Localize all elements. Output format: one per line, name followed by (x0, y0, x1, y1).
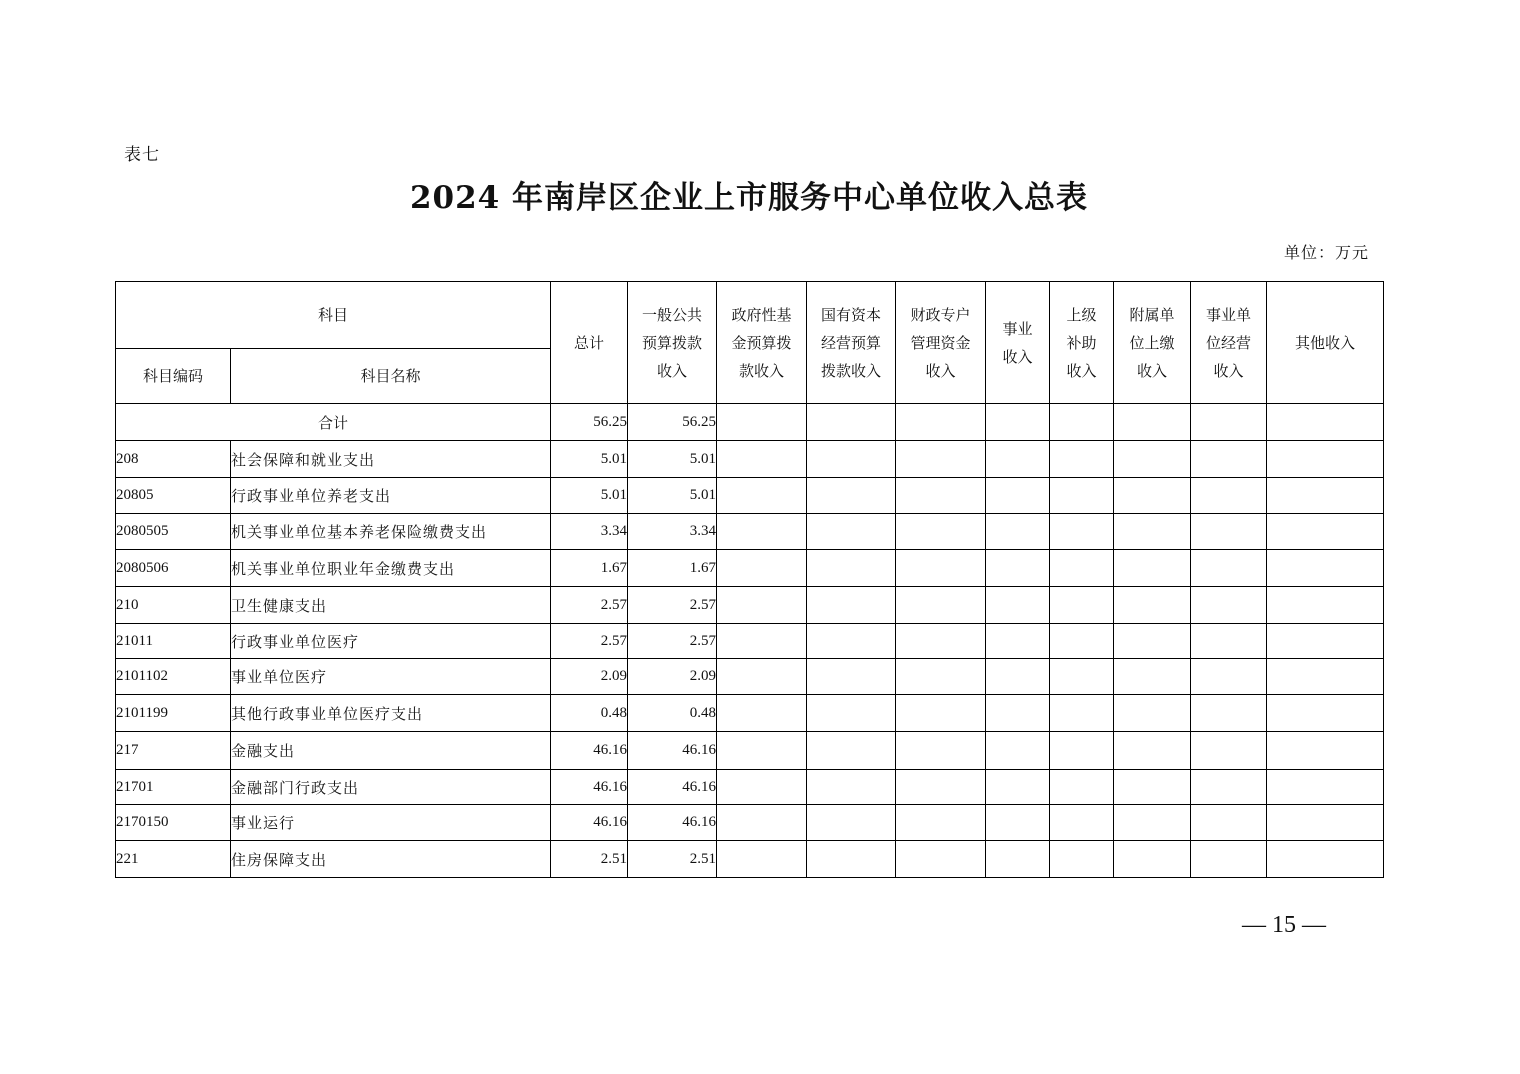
empty-cell (1114, 695, 1191, 732)
subject-code: 221 (116, 841, 231, 878)
empty-cell (986, 404, 1050, 441)
table-row (116, 478, 1384, 514)
header-line: 一般公共 (642, 305, 703, 324)
empty-cell (1050, 805, 1114, 841)
subject-code: 2170150 (116, 805, 231, 841)
empty-cell (717, 841, 807, 878)
empty-cell (807, 659, 896, 695)
empty-cell (1050, 695, 1114, 732)
empty-cell (1191, 805, 1267, 841)
empty-cell (986, 478, 1050, 514)
empty-cell (1267, 695, 1384, 732)
empty-cell (1191, 841, 1267, 878)
empty-cell (1191, 514, 1267, 550)
total-value: 46.16 (551, 732, 628, 770)
empty-cell (1267, 732, 1384, 770)
document-title: 2024 年南岸区企业上市服务中心单位收入总表 (409, 180, 1089, 216)
empty-cell (717, 770, 807, 805)
empty-cell (986, 514, 1050, 550)
table-row (116, 770, 1384, 805)
header-line: 位上缴 (1129, 333, 1175, 352)
empty-cell (1191, 659, 1267, 695)
empty-cell (896, 805, 986, 841)
total-value: 46.16 (551, 770, 628, 805)
empty-cell (1191, 624, 1267, 659)
empty-cell (1114, 732, 1191, 770)
empty-cell (717, 587, 807, 624)
total-value: 2.57 (551, 624, 628, 659)
general-budget-value: 2.51 (628, 841, 717, 878)
empty-cell (717, 659, 807, 695)
empty-cell (896, 550, 986, 587)
total-value: 2.51 (551, 841, 628, 878)
header-state-capital (807, 282, 896, 404)
header-line: 事业 (1002, 319, 1033, 338)
header-line: 经营预算 (821, 333, 882, 352)
subject-name: 机关事业单位职业年金缴费支出 (231, 550, 551, 587)
empty-cell (1050, 732, 1114, 770)
empty-cell (896, 695, 986, 732)
empty-cell (1191, 550, 1267, 587)
empty-cell (717, 514, 807, 550)
empty-cell (1267, 514, 1384, 550)
subject-name: 机关事业单位基本养老保险缴费支出 (231, 514, 551, 550)
general-budget-value: 46.16 (628, 805, 717, 841)
empty-cell (807, 404, 896, 441)
empty-cell (986, 695, 1050, 732)
header-line: 预算拨款 (642, 333, 703, 352)
table-row (116, 732, 1384, 770)
general-budget-value: 3.34 (628, 514, 717, 550)
subject-name: 事业单位医疗 (231, 659, 551, 695)
empty-cell (717, 624, 807, 659)
empty-cell (896, 404, 986, 441)
subject-code: 2080506 (116, 550, 231, 587)
empty-cell (986, 659, 1050, 695)
empty-cell (1114, 514, 1191, 550)
header-line: 位经营 (1206, 333, 1252, 352)
income-summary-table (115, 281, 1384, 878)
empty-cell (1114, 441, 1191, 478)
empty-cell (896, 478, 986, 514)
empty-cell (1050, 441, 1114, 478)
subject-code: 2101199 (116, 695, 231, 732)
header-code: 科目编码 (116, 349, 231, 404)
empty-cell (807, 478, 896, 514)
header-line: 政府性基 (731, 305, 792, 324)
table-row (116, 805, 1384, 841)
empty-cell (986, 805, 1050, 841)
empty-cell (717, 404, 807, 441)
subject-name: 住房保障支出 (231, 841, 551, 878)
empty-cell (896, 732, 986, 770)
empty-cell (986, 770, 1050, 805)
empty-cell (986, 550, 1050, 587)
empty-cell (896, 441, 986, 478)
empty-cell (1114, 805, 1191, 841)
subject-code: 2080505 (116, 514, 231, 550)
empty-cell (1114, 659, 1191, 695)
empty-cell (1191, 478, 1267, 514)
empty-cell (1267, 478, 1384, 514)
header-line: 收入 (1066, 361, 1097, 380)
empty-cell (896, 841, 986, 878)
total-row (116, 404, 1384, 441)
total-value: 46.16 (551, 805, 628, 841)
general-budget-value: 2.57 (628, 587, 717, 624)
general-budget-value: 5.01 (628, 478, 717, 514)
empty-cell (1191, 587, 1267, 624)
general-budget-value: 46.16 (628, 732, 717, 770)
empty-cell (1114, 404, 1191, 441)
empty-cell (1114, 841, 1191, 878)
subject-name: 事业运行 (231, 805, 551, 841)
total-value: 2.57 (551, 587, 628, 624)
header-affiliate (1114, 282, 1191, 404)
table-row (116, 441, 1384, 478)
header-operation (1191, 282, 1267, 404)
empty-cell (896, 624, 986, 659)
empty-cell (1267, 659, 1384, 695)
empty-cell (1050, 770, 1114, 805)
empty-cell (1191, 441, 1267, 478)
empty-cell (807, 695, 896, 732)
empty-cell (986, 841, 1050, 878)
empty-cell (1114, 770, 1191, 805)
table-row (116, 624, 1384, 659)
general-budget-value: 0.48 (628, 695, 717, 732)
empty-cell (1267, 550, 1384, 587)
empty-cell (807, 441, 896, 478)
empty-cell (896, 514, 986, 550)
total-value: 1.67 (551, 550, 628, 587)
empty-cell (807, 624, 896, 659)
empty-cell (1050, 478, 1114, 514)
total-sum: 56.25 (551, 404, 628, 441)
empty-cell (807, 770, 896, 805)
header-line: 国有资本 (821, 305, 882, 324)
empty-cell (1114, 624, 1191, 659)
empty-cell (717, 732, 807, 770)
empty-cell (1267, 770, 1384, 805)
subject-name: 社会保障和就业支出 (231, 441, 551, 478)
subject-code: 21701 (116, 770, 231, 805)
subject-name: 金融支出 (231, 732, 551, 770)
subject-code: 20805 (116, 478, 231, 514)
header-line: 金预算拨 (731, 333, 792, 352)
subject-code: 21011 (116, 624, 231, 659)
table-row (116, 659, 1384, 695)
empty-cell (717, 805, 807, 841)
empty-cell (717, 478, 807, 514)
header-name: 科目名称 (231, 349, 551, 404)
header-line: 收入 (1137, 361, 1168, 380)
subject-code: 217 (116, 732, 231, 770)
subject-code: 2101102 (116, 659, 231, 695)
empty-cell (807, 550, 896, 587)
total-value: 5.01 (551, 441, 628, 478)
empty-cell (1191, 732, 1267, 770)
table-body (116, 404, 1384, 878)
empty-cell (717, 550, 807, 587)
header-line: 管理资金 (910, 333, 971, 352)
empty-cell (1050, 624, 1114, 659)
subject-name: 其他行政事业单位医疗支出 (231, 695, 551, 732)
empty-cell (1050, 841, 1114, 878)
empty-cell (1267, 441, 1384, 478)
table-row (116, 514, 1384, 550)
empty-cell (1267, 841, 1384, 878)
empty-cell (1267, 587, 1384, 624)
header-line: 款收入 (739, 361, 785, 380)
general-budget-value: 5.01 (628, 441, 717, 478)
empty-cell (807, 732, 896, 770)
empty-cell (807, 841, 896, 878)
empty-cell (896, 659, 986, 695)
general-budget-value: 1.67 (628, 550, 717, 587)
empty-cell (986, 441, 1050, 478)
table-row (116, 695, 1384, 732)
empty-cell (1114, 550, 1191, 587)
general-budget-value: 2.09 (628, 659, 717, 695)
total-label: 合计 (116, 404, 551, 441)
header-line: 收入 (1213, 361, 1244, 380)
subject-code: 208 (116, 441, 231, 478)
empty-cell (1050, 550, 1114, 587)
table-row (116, 587, 1384, 624)
empty-cell (1191, 695, 1267, 732)
header-line: 附属单 (1129, 305, 1175, 324)
empty-cell (896, 587, 986, 624)
page-number: — 15 — (1242, 912, 1326, 938)
header-line: 拨款收入 (821, 361, 882, 380)
empty-cell (1267, 624, 1384, 659)
general-budget-value: 46.16 (628, 770, 717, 805)
empty-cell (1050, 514, 1114, 550)
empty-cell (1267, 404, 1384, 441)
total-value: 2.09 (551, 659, 628, 695)
header-total: 总计 (551, 282, 628, 404)
header-career-income (986, 282, 1050, 404)
header-line: 上级 (1066, 305, 1097, 324)
empty-cell (986, 624, 1050, 659)
header-line: 补助 (1066, 333, 1097, 352)
general-budget-value: 2.57 (628, 624, 717, 659)
empty-cell (1191, 770, 1267, 805)
table-number: 表七 (124, 145, 160, 165)
subject-name: 卫生健康支出 (231, 587, 551, 624)
header-subsidy (1050, 282, 1114, 404)
empty-cell (1191, 404, 1267, 441)
empty-cell (717, 441, 807, 478)
header-gov-fund (717, 282, 807, 404)
total-value: 0.48 (551, 695, 628, 732)
empty-cell (986, 732, 1050, 770)
empty-cell (1114, 587, 1191, 624)
empty-cell (1114, 478, 1191, 514)
table-row (116, 550, 1384, 587)
total-value: 5.01 (551, 478, 628, 514)
total-general: 56.25 (628, 404, 717, 441)
header-other-income: 其他收入 (1267, 282, 1384, 404)
header-line: 事业单 (1206, 305, 1252, 324)
header-general-budget (628, 282, 717, 404)
empty-cell (1050, 404, 1114, 441)
header-subject: 科目 (116, 282, 551, 349)
subject-name: 行政事业单位医疗 (231, 624, 551, 659)
empty-cell (807, 514, 896, 550)
header-line: 财政专户 (910, 305, 971, 324)
empty-cell (807, 587, 896, 624)
empty-cell (717, 695, 807, 732)
empty-cell (986, 587, 1050, 624)
subject-name: 金融部门行政支出 (231, 770, 551, 805)
empty-cell (896, 770, 986, 805)
unit-label: 单位：万元 (1284, 243, 1370, 262)
empty-cell (1050, 659, 1114, 695)
table-row (116, 841, 1384, 878)
header-line: 收入 (657, 361, 688, 380)
subject-code: 210 (116, 587, 231, 624)
header-special-account (896, 282, 986, 404)
empty-cell (1050, 587, 1114, 624)
total-value: 3.34 (551, 514, 628, 550)
subject-name: 行政事业单位养老支出 (231, 478, 551, 514)
empty-cell (1267, 805, 1384, 841)
header-line: 收入 (925, 361, 956, 380)
empty-cell (807, 805, 896, 841)
header-line: 收入 (1002, 347, 1033, 366)
